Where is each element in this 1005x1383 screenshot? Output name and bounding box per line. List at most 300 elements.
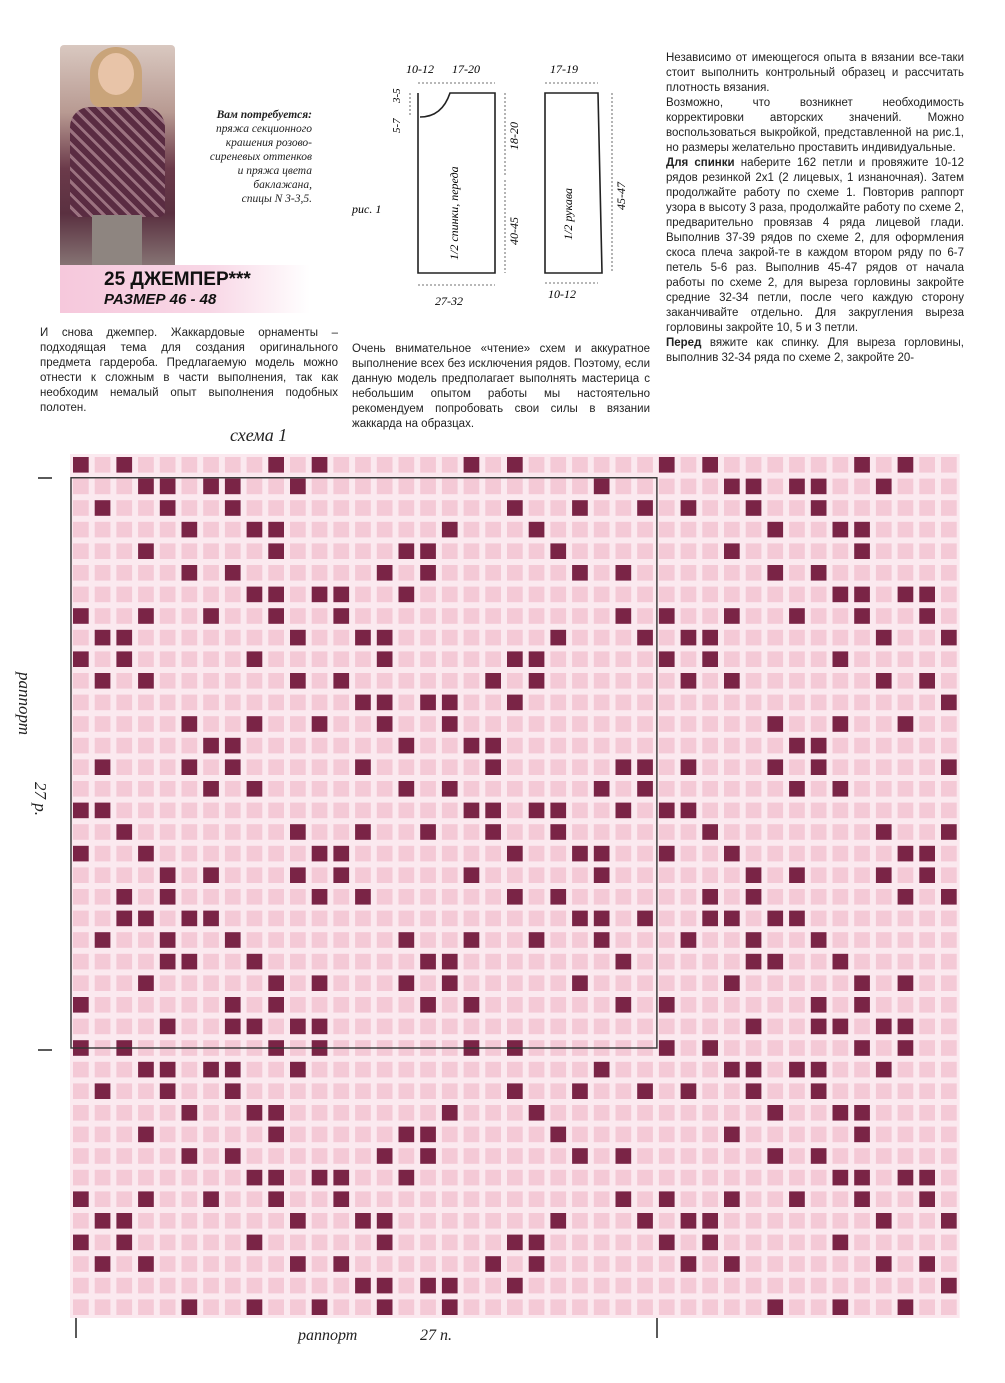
chart-cell-light: [767, 1278, 783, 1294]
chart-cell-dark: [160, 1019, 176, 1035]
chart-cell-light: [702, 500, 718, 516]
chart-cell-light: [550, 457, 566, 473]
chart-cell-light: [290, 889, 306, 905]
chart-cell-dark: [355, 1213, 371, 1229]
chart-cell-light: [247, 608, 263, 624]
chart-cell-light: [550, 1235, 566, 1251]
chart-cell-light: [268, 1083, 284, 1099]
chart-cell-light: [811, 846, 827, 862]
chart-cell-light: [919, 911, 935, 927]
chart-cell-light: [73, 1019, 89, 1035]
chart-cell-light: [616, 867, 632, 883]
chart-cell-light: [247, 997, 263, 1013]
knitting-chart-grid: [70, 454, 960, 1319]
chart-cell-light: [746, 608, 762, 624]
chart-cell-dark: [833, 781, 849, 797]
chart-cell-light: [73, 1299, 89, 1315]
chart-cell-light: [767, 803, 783, 819]
chart-cell-light: [941, 651, 957, 667]
chart-cell-light: [203, 587, 219, 603]
chart-cell-dark: [767, 565, 783, 581]
dim-shoulder-width: 17-20: [452, 62, 480, 76]
rapport-cols-count: 27 п.: [420, 1327, 452, 1344]
paragraph: Очень внимательное «чтение» схем и аккуратное выполнение всех без исключения рядов. Поэтому, если данную модель предполагает выполнять мастерица с небольшим опытом работы мы настоятельно рекомендуем попробовать свои силы в вязании жаккарда на образцах.: [352, 343, 650, 430]
chart-cell-light: [464, 781, 480, 797]
chart-cell-light: [290, 1299, 306, 1315]
chart-cell-light: [594, 565, 610, 581]
chart-cell-light: [333, 716, 349, 732]
paragraph-front: Перед вяжите как спинку. Для выреза горловины, выполнив 32-34 ряда по схеме 2, закройте 20-: [666, 337, 964, 364]
chart-cell-light: [876, 954, 892, 970]
chart-cell-dark: [442, 522, 458, 538]
chart-cell-light: [550, 695, 566, 711]
chart-cell-light: [789, 1105, 805, 1121]
chart-cell-light: [116, 997, 132, 1013]
chart-cell-light: [659, 716, 675, 732]
chart-cell-light: [95, 824, 111, 840]
chart-cell-light: [290, 932, 306, 948]
chart-cell-light: [485, 1148, 501, 1164]
chart-cell-light: [941, 587, 957, 603]
chart-cell-light: [225, 1299, 241, 1315]
chart-cell-dark: [833, 954, 849, 970]
chart-cell-dark: [746, 1019, 762, 1035]
chart-cell-dark: [268, 975, 284, 991]
chart-cell-light: [854, 738, 870, 754]
chart-cell-light: [681, 1127, 697, 1143]
chart-cell-light: [550, 1256, 566, 1272]
chart-cell-dark: [702, 630, 718, 646]
chart-cell-light: [203, 1299, 219, 1315]
chart-cell-dark: [789, 867, 805, 883]
chart-cell-light: [420, 975, 436, 991]
chart-cell-light: [702, 1148, 718, 1164]
chart-cell-light: [442, 565, 458, 581]
chart-cell-light: [529, 1062, 545, 1078]
chart-cell-light: [73, 1213, 89, 1229]
chart-cell-light: [225, 824, 241, 840]
chart-cell-light: [442, 911, 458, 927]
chart-cell-light: [550, 846, 566, 862]
chart-cell-light: [616, 1105, 632, 1121]
chart-cell-light: [138, 716, 154, 732]
chart-cell-light: [290, 1148, 306, 1164]
chart-cell-dark: [767, 522, 783, 538]
chart-cell-light: [464, 630, 480, 646]
chart-cell-light: [95, 716, 111, 732]
chart-cell-light: [941, 500, 957, 516]
chart-cell-light: [485, 997, 501, 1013]
chart-cell-dark: [898, 1019, 914, 1035]
chart-cell-light: [507, 954, 523, 970]
chart-cell-dark: [225, 1062, 241, 1078]
chart-cell-dark: [73, 803, 89, 819]
chart-cell-light: [95, 565, 111, 581]
chart-cell-light: [724, 695, 740, 711]
chart-cell-light: [681, 889, 697, 905]
chart-cell-dark: [659, 1191, 675, 1207]
chart-cell-light: [399, 522, 415, 538]
chart-cell-dark: [529, 1105, 545, 1121]
chart-cell-dark: [290, 1256, 306, 1272]
chart-cell-light: [833, 1127, 849, 1143]
chart-cell-light: [616, 1278, 632, 1294]
chart-cell-light: [116, 543, 132, 559]
chart-cell-light: [420, 932, 436, 948]
chart-cell-light: [550, 1105, 566, 1121]
chart-cell-light: [160, 1191, 176, 1207]
chart-cell-light: [116, 1170, 132, 1186]
chart-cell-light: [724, 565, 740, 581]
chart-cell-dark: [116, 1213, 132, 1229]
chart-cell-light: [507, 1299, 523, 1315]
chart-cell-dark: [746, 889, 762, 905]
chart-cell-light: [746, 759, 762, 775]
chart-cell-dark: [833, 522, 849, 538]
chart-cell-light: [702, 932, 718, 948]
chart-cell-light: [312, 867, 328, 883]
chart-cell-light: [73, 932, 89, 948]
chart-cell-light: [312, 500, 328, 516]
chart-cell-dark: [247, 1235, 263, 1251]
chart-cell-light: [919, 1235, 935, 1251]
chart-cell-light: [898, 738, 914, 754]
chart-cell-light: [247, 803, 263, 819]
chart-cell-dark: [941, 759, 957, 775]
chart-cell-light: [898, 781, 914, 797]
rapport-rows-label: раппорт: [15, 672, 34, 736]
chart-cell-light: [247, 932, 263, 948]
chart-cell-light: [724, 1148, 740, 1164]
chart-cell-light: [919, 479, 935, 495]
chart-cell-light: [377, 867, 393, 883]
chart-cell-dark: [507, 500, 523, 516]
chart-cell-light: [854, 781, 870, 797]
chart-cell-light: [572, 1278, 588, 1294]
chart-cell-light: [333, 522, 349, 538]
chart-cell-light: [898, 1235, 914, 1251]
chart-cell-dark: [811, 1062, 827, 1078]
chart-cell-light: [442, 932, 458, 948]
chart-cell-light: [377, 673, 393, 689]
chart-cell-light: [572, 889, 588, 905]
chart-cell-dark: [594, 867, 610, 883]
chart-cell-dark: [355, 759, 371, 775]
chart-cell-light: [95, 1019, 111, 1035]
chart-cell-light: [203, 759, 219, 775]
chart-cell-light: [572, 781, 588, 797]
chart-cell-dark: [160, 954, 176, 970]
chart-cell-light: [529, 781, 545, 797]
chart-cell-dark: [377, 695, 393, 711]
materials-line: и пряжа цвета: [237, 165, 312, 177]
chart-cell-light: [659, 673, 675, 689]
chart-cell-light: [268, 695, 284, 711]
chart-cell-light: [833, 500, 849, 516]
chart-cell-dark: [290, 673, 306, 689]
chart-cell-light: [290, 781, 306, 797]
chart-cell-dark: [659, 608, 675, 624]
chart-cell-dark: [116, 911, 132, 927]
chart-cell-light: [572, 824, 588, 840]
chart-cell-dark: [420, 1148, 436, 1164]
chart-cell-light: [312, 1105, 328, 1121]
chart-cell-light: [854, 824, 870, 840]
chart-cell-light: [919, 1213, 935, 1229]
chart-cell-light: [203, 630, 219, 646]
chart-cell-light: [941, 1299, 957, 1315]
chart-cell-light: [377, 543, 393, 559]
chart-cell-light: [746, 824, 762, 840]
chart-cell-light: [182, 867, 198, 883]
chart-cell-dark: [572, 565, 588, 581]
chart-cell-dark: [681, 673, 697, 689]
chart-cell-light: [116, 1148, 132, 1164]
chart-cell-light: [811, 911, 827, 927]
chart-cell-light: [464, 824, 480, 840]
chart-cell-light: [399, 1191, 415, 1207]
chart-cell-light: [919, 457, 935, 473]
chart-cell-light: [420, 500, 436, 516]
chart-cell-light: [833, 457, 849, 473]
chart-cell-light: [572, 695, 588, 711]
chart-cell-light: [572, 457, 588, 473]
chart-cell-light: [898, 543, 914, 559]
chart-cell-light: [746, 781, 762, 797]
chart-cell-dark: [811, 759, 827, 775]
chart-cell-light: [767, 975, 783, 991]
chart-cell-dark: [898, 889, 914, 905]
chart-cell-dark: [724, 1191, 740, 1207]
chart-cell-light: [637, 867, 653, 883]
chart-cell-light: [420, 1256, 436, 1272]
chart-cell-dark: [724, 1062, 740, 1078]
chart-cell-light: [767, 1127, 783, 1143]
chart-cell-light: [746, 1213, 762, 1229]
chart-cell-dark: [702, 889, 718, 905]
chart-cell-light: [833, 479, 849, 495]
chart-cell-dark: [941, 824, 957, 840]
chart-cell-dark: [550, 824, 566, 840]
chart-cell-light: [507, 1170, 523, 1186]
chart-cell-light: [485, 867, 501, 883]
chart-cell-light: [95, 1235, 111, 1251]
chart-cell-light: [529, 911, 545, 927]
chart-cell-light: [594, 975, 610, 991]
chart-cell-light: [702, 975, 718, 991]
chart-cell-light: [659, 932, 675, 948]
chart-cell-light: [95, 608, 111, 624]
chart-cell-dark: [833, 651, 849, 667]
chart-cell-dark: [572, 846, 588, 862]
chart-cell-light: [876, 781, 892, 797]
chart-cell-light: [203, 673, 219, 689]
chart-cell-dark: [355, 1278, 371, 1294]
chart-cell-light: [702, 1127, 718, 1143]
chart-cell-dark: [529, 1256, 545, 1272]
chart-cell-light: [312, 522, 328, 538]
chart-cell-light: [507, 738, 523, 754]
chart-cell-light: [724, 867, 740, 883]
chart-cell-light: [160, 1148, 176, 1164]
chart-cell-light: [789, 975, 805, 991]
chart-cell-light: [572, 522, 588, 538]
chart-cell-dark: [724, 1256, 740, 1272]
chart-cell-light: [268, 889, 284, 905]
chart-cell-light: [160, 759, 176, 775]
chart-cell-light: [637, 1105, 653, 1121]
chart-cell-dark: [399, 738, 415, 754]
chart-cell-light: [225, 630, 241, 646]
chart-cell-light: [485, 587, 501, 603]
chart-cell-light: [919, 1019, 935, 1035]
chart-cell-light: [789, 543, 805, 559]
chart-cell-dark: [203, 781, 219, 797]
chart-cell-light: [811, 803, 827, 819]
chart-cell-light: [138, 630, 154, 646]
chart-cell-light: [659, 975, 675, 991]
chart-cell-light: [138, 651, 154, 667]
chart-cell-dark: [550, 1213, 566, 1229]
chart-cell-light: [746, 1105, 762, 1121]
chart-cell-light: [355, 716, 371, 732]
chart-cell-light: [203, 565, 219, 581]
chart-cell-light: [160, 716, 176, 732]
chart-cell-light: [876, 1083, 892, 1099]
chart-cell-light: [572, 630, 588, 646]
chart-cell-dark: [833, 716, 849, 732]
chart-cell-light: [702, 587, 718, 603]
chart-cell-light: [616, 1062, 632, 1078]
chart-cell-dark: [203, 738, 219, 754]
chart-cell-light: [702, 716, 718, 732]
chart-cell-dark: [789, 1191, 805, 1207]
chart-cell-light: [160, 846, 176, 862]
chart-cell-light: [919, 1040, 935, 1056]
chart-cell-light: [529, 1148, 545, 1164]
chart-cell-light: [876, 846, 892, 862]
chart-cell-light: [767, 479, 783, 495]
chart-cell-light: [333, 695, 349, 711]
chart-cell-light: [485, 1170, 501, 1186]
chart-cell-light: [616, 1127, 632, 1143]
chart-cell-light: [681, 1170, 697, 1186]
chart-cell-light: [420, 1105, 436, 1121]
chart-cell-light: [876, 1278, 892, 1294]
materials-line: сиреневых оттенков: [209, 151, 312, 163]
chart-cell-light: [550, 1083, 566, 1099]
chart-cell-light: [854, 673, 870, 689]
chart-cell-light: [789, 500, 805, 516]
chart-cell-light: [833, 911, 849, 927]
chart-cell-light: [898, 803, 914, 819]
chart-cell-light: [247, 824, 263, 840]
chart-cell-light: [377, 522, 393, 538]
chart-cell-light: [724, 932, 740, 948]
chart-cell-light: [420, 1083, 436, 1099]
chart-cell-light: [182, 543, 198, 559]
chart-cell-light: [442, 759, 458, 775]
chart-cell-light: [312, 1278, 328, 1294]
chart-cell-light: [290, 911, 306, 927]
chart-cell-dark: [594, 911, 610, 927]
chart-cell-light: [724, 457, 740, 473]
chart-cell-light: [464, 759, 480, 775]
chart-cell-light: [290, 1105, 306, 1121]
chart-cell-light: [767, 1213, 783, 1229]
chart-cell-light: [681, 695, 697, 711]
chart-cell-light: [550, 479, 566, 495]
chart-cell-dark: [377, 1235, 393, 1251]
chart-cell-dark: [268, 1191, 284, 1207]
chart-cell-light: [355, 651, 371, 667]
chart-cell-light: [420, 1191, 436, 1207]
chart-cell-light: [355, 565, 371, 581]
chart-cell-light: [73, 1170, 89, 1186]
chart-cell-light: [637, 543, 653, 559]
chart-cell-dark: [854, 543, 870, 559]
chart-cell-light: [399, 997, 415, 1013]
chart-cell-light: [290, 543, 306, 559]
chart-cell-light: [550, 1019, 566, 1035]
chart-cell-dark: [420, 1278, 436, 1294]
chart-cell-light: [507, 867, 523, 883]
chart-cell-dark: [724, 911, 740, 927]
chart-cell-light: [637, 1191, 653, 1207]
chart-cell-light: [919, 997, 935, 1013]
chart-cell-light: [941, 932, 957, 948]
chart-cell-light: [73, 1256, 89, 1272]
chart-cell-light: [116, 565, 132, 581]
chart-cell-dark: [420, 543, 436, 559]
chart-cell-dark: [550, 803, 566, 819]
chart-cell-light: [637, 1299, 653, 1315]
chart-cell-light: [377, 479, 393, 495]
chart-cell-light: [225, 889, 241, 905]
chart-cell-light: [464, 1299, 480, 1315]
chart-cell-light: [225, 911, 241, 927]
chart-cell-light: [919, 1083, 935, 1099]
chart-cell-dark: [182, 716, 198, 732]
chart-cell-dark: [659, 846, 675, 862]
chart-cell-light: [919, 781, 935, 797]
chart-cell-light: [333, 911, 349, 927]
chart-cell-light: [420, 781, 436, 797]
chart-cell-dark: [637, 1083, 653, 1099]
chart-cell-light: [442, 673, 458, 689]
chart-cell-dark: [789, 738, 805, 754]
chart-cell-light: [681, 587, 697, 603]
chart-cell-light: [594, 1299, 610, 1315]
chart-cell-light: [789, 565, 805, 581]
chart-cell-light: [290, 565, 306, 581]
chart-cell-light: [485, 1191, 501, 1207]
chart-cell-dark: [399, 587, 415, 603]
chart-cell-light: [290, 1127, 306, 1143]
chart-cell-light: [529, 997, 545, 1013]
chart-cell-light: [854, 1235, 870, 1251]
chart-cell-light: [702, 543, 718, 559]
chart-cell-dark: [485, 673, 501, 689]
chart-cell-light: [507, 975, 523, 991]
chart-cell-light: [73, 954, 89, 970]
chart-cell-light: [789, 1235, 805, 1251]
chart-cell-light: [919, 738, 935, 754]
chart-cell-light: [898, 695, 914, 711]
chart-cell-light: [442, 543, 458, 559]
chart-cell-light: [919, 716, 935, 732]
chart-cell-dark: [182, 565, 198, 581]
